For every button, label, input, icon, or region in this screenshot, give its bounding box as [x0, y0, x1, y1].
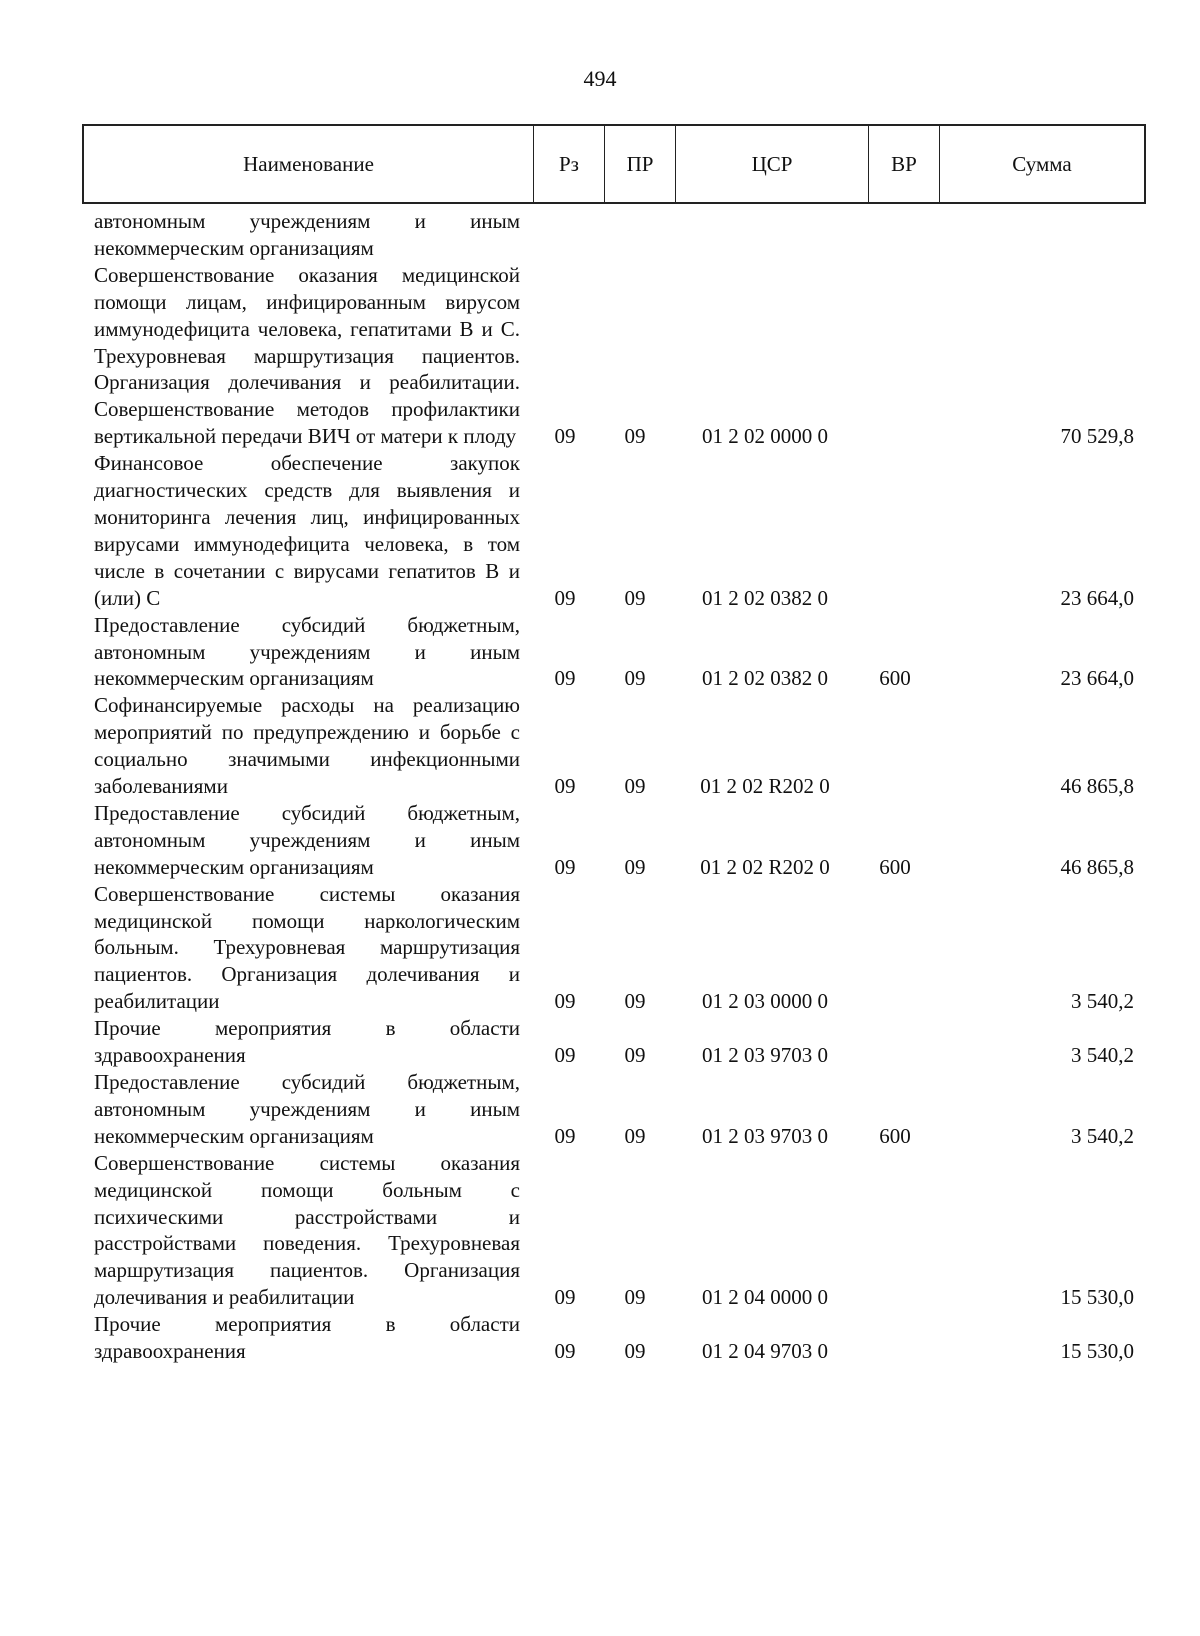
- cell-name: Прочие мероприятия в области здравоохранения: [94, 1312, 520, 1364]
- cell-csr: 01 2 02 0382 0: [702, 666, 828, 691]
- table-body: [94, 208, 1144, 1365]
- table-row: [94, 1311, 1144, 1365]
- cell-sum: 46 865,8: [1060, 854, 1134, 879]
- cell-sum: 3 540,2: [1071, 1123, 1134, 1148]
- cell-vr: 600: [879, 666, 911, 691]
- cell-sum: 3 540,2: [1071, 1043, 1134, 1068]
- cell-name: Прочие мероприятия в области здравоохранения: [94, 1016, 520, 1068]
- cell-vr: 600: [879, 1123, 911, 1148]
- cell-csr: 01 2 03 0000 0: [702, 989, 828, 1014]
- cell-pr: 09: [624, 1285, 646, 1310]
- table-row: [94, 612, 1144, 693]
- cell-name: Совершенствование системы оказания медицинской помощи больным с психическими расстройствами и расстройствами поведения. Трехуровневая маршрутизация пациентов. Организация долечивания и реабилитации: [94, 1150, 520, 1310]
- cell-csr: 01 2 02 R202 0: [700, 774, 830, 799]
- cell-sum: 46 865,8: [1060, 774, 1134, 799]
- table-row: [94, 800, 1144, 881]
- cell-csr: 01 2 03 9703 0: [702, 1043, 828, 1068]
- table-row: [94, 1069, 1144, 1150]
- cell-name: Предоставление субсидий бюджетным, автономным учреждениям и иным некоммерческим организациям: [94, 800, 520, 879]
- cell-sum: 23 664,0: [1060, 585, 1134, 610]
- table-row: [94, 208, 1144, 262]
- cell-name: Предоставление субсидий бюджетным, автономным учреждениям и иным некоммерческим организациям: [94, 1070, 520, 1148]
- cell-pr: 09: [624, 424, 646, 449]
- cell-csr: 01 2 03 9703 0: [702, 1123, 828, 1148]
- table-row: [94, 1150, 1144, 1311]
- cell-name: автономным учреждениям и иным некоммерческим организациям: [94, 209, 520, 260]
- table-row: [94, 692, 1144, 800]
- cell-rz: 09: [554, 774, 576, 799]
- cell-pr: 09: [624, 854, 646, 879]
- table-row: [94, 881, 1144, 1016]
- cell-pr: 09: [624, 774, 646, 799]
- cell-csr: 01 2 04 0000 0: [702, 1285, 828, 1310]
- cell-sum: 23 664,0: [1060, 666, 1134, 691]
- cell-csr: 01 2 02 0000 0: [702, 424, 828, 449]
- cell-vr: 600: [879, 854, 911, 879]
- header-csr: ЦСР: [676, 126, 869, 202]
- cell-rz: 09: [554, 1043, 576, 1068]
- cell-name: Совершенствование системы оказания медицинской помощи наркологическим больным. Трехуровневая маршрутизация пациентов. Организация долечивания и реабилитации: [94, 881, 520, 1014]
- cell-rz: 09: [554, 1339, 576, 1364]
- header-sum: Сумма: [1012, 151, 1072, 176]
- cell-name: Финансовое обеспечение закупок диагностических средств для выявления и мониторинга лечения лиц, инфицированных вирусами иммунодефицита человека, в том числе в сочетании с вирусами гепатитов В и (или) С: [94, 451, 520, 610]
- header-pr: ПР: [605, 126, 676, 202]
- header-rz: Рз: [534, 126, 605, 202]
- table-row: [94, 262, 1144, 450]
- cell-pr: 09: [624, 1043, 646, 1068]
- table-row: [94, 450, 1144, 611]
- page-number: 494: [583, 66, 617, 91]
- cell-pr: 09: [624, 666, 646, 691]
- table-row: [94, 1015, 1144, 1069]
- cell-rz: 09: [554, 1123, 576, 1148]
- cell-pr: 09: [624, 1123, 646, 1148]
- cell-pr: 09: [624, 1339, 646, 1364]
- cell-sum: 15 530,0: [1060, 1339, 1134, 1364]
- cell-rz: 09: [554, 1285, 576, 1310]
- table-header: [82, 124, 1146, 204]
- cell-csr: 01 2 02 0382 0: [702, 585, 828, 610]
- cell-sum: 70 529,8: [1060, 424, 1134, 449]
- header-vr: ВР: [869, 126, 940, 202]
- header-name: Наименование: [84, 126, 534, 202]
- cell-pr: 09: [624, 989, 646, 1014]
- cell-csr: 01 2 02 R202 0: [700, 854, 830, 879]
- cell-sum: 3 540,2: [1071, 989, 1134, 1014]
- cell-pr: 09: [624, 585, 646, 610]
- cell-name: Софинансируемые расходы на реализацию мероприятий по предупреждению и борьбе с социально значимыми инфекционными заболеваниями: [94, 693, 520, 799]
- cell-csr: 01 2 04 9703 0: [702, 1339, 828, 1364]
- cell-rz: 09: [554, 854, 576, 879]
- cell-rz: 09: [554, 989, 576, 1014]
- cell-rz: 09: [554, 424, 576, 449]
- cell-rz: 09: [554, 666, 576, 691]
- cell-sum: 15 530,0: [1060, 1285, 1134, 1310]
- cell-rz: 09: [554, 585, 576, 610]
- cell-name: Совершенствование оказания медицинской помощи лицам, инфицированным вирусом иммунодефицита человека, гепатитами В и С. Трехуровневая маршрутизация пациентов. Организация долечивания и реабилитации. Совершенствование методов профилактики вертикальной передачи ВИЧ от матери к плоду: [94, 262, 520, 449]
- cell-name: Предоставление субсидий бюджетным, автономным учреждениям и иным некоммерческим организациям: [94, 612, 520, 691]
